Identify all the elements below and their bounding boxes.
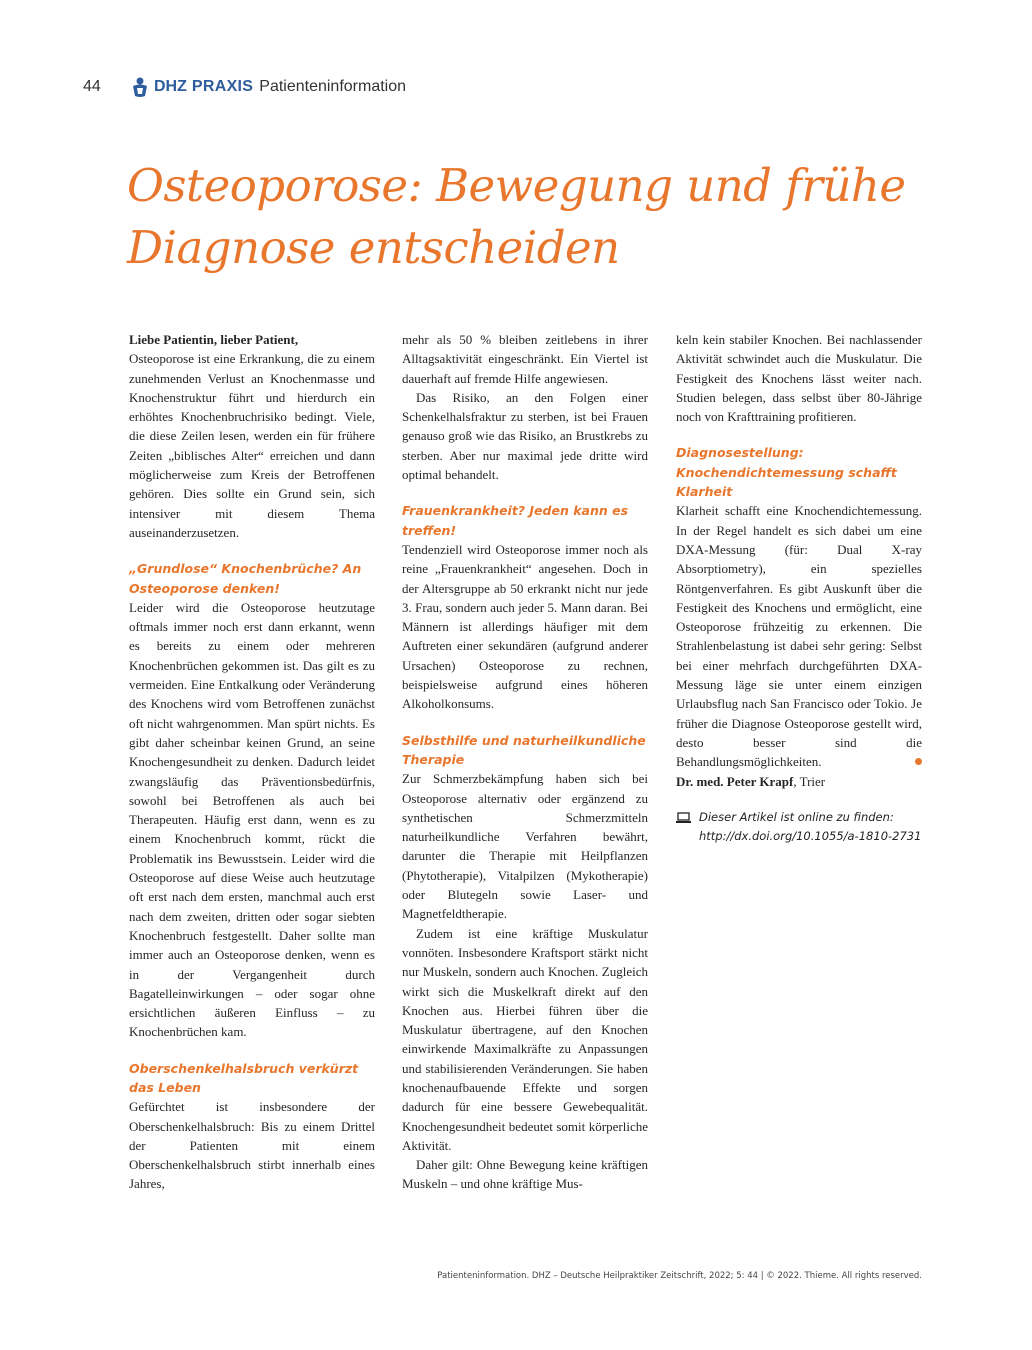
online-text: [699, 808, 921, 846]
page-number: 44: [83, 78, 101, 95]
subheading-diagnosestellung: Diagnosestellung: Knochendichtemessung schafft Klarheit: [676, 445, 897, 500]
section-label: Patienteninformation: [259, 78, 407, 95]
subheading-oberschenkelhalsbruch: Oberschenkelhalsbruch verkürzt das Leben: [129, 1060, 359, 1095]
paragraph-selbsthilfe: Zur Schmerzbekämpfung haben sich bei Osteoporose alternativ oder ergänzend zu synthetischen Schmerzmitteln naturheilkundliche Verfahren bewährt, darunter die Therapie mit Heilpflanzen (Phytotherapie), Vitalpilzen (Mykotherapie) oder Blutegeln sowie Laser- und Magnetfeldtherapie.: [402, 771, 648, 922]
paragraph-bewegung-cont: keln kein stabiler Knochen. Bei nachlassender Aktivität schwindet auch die Muskulatur. Die Festigkeit des Knochens lässt weiter nach. Studien belegen, dass selbst über 80-Jährige noch von Krafttraining profitieren.: [676, 332, 922, 425]
article-title: Osteoporose: Bewegung und frühe Diagnose entscheiden: [127, 159, 906, 274]
paragraph-oberschenkelhalsbruch: Gefürchtet ist insbesondere der Oberschenkelhalsbruch: Bis zu einem Drittel der Patienten mit einem Oberschenkelhalsbruch stirbt innerhalb eines Jahres,: [129, 1099, 375, 1192]
dhz-praxis-logo: [130, 76, 259, 98]
paragraph-bewegung: Daher gilt: Ohne Bewegung keine kräftigen Muskeln – und ohne kräftige Mus-: [402, 1157, 648, 1192]
paragraph-diagnosestellung-text: Klarheit schafft eine Knochendichtemessung. In der Regel handelt es sich dabei um eine DXA-Messung (für: Dual X-ray Absorptiometry), ein spezielles Röntgenverfahren. Es gibt Auskunft über die Festigkeit des Knochens und ermöglicht, eine Osteoporose frühzeitig zu erkennen. Die Strahlenbelastung ist dabei sehr gering: Selbst bei einer mehrfach durchgeführten DXA-Messung läge sie unter einem einzigen Urlaubsflug nach San Francisco oder Tokio. Je früher die Diagnose Osteoporose gestellt wird, desto besser sind die Behandlungsmöglichkeiten.: [676, 503, 922, 770]
paragraph-oberschenkelhalsbruch-cont: mehr als 50 % bleiben zeitlebens in ihrer Alltagsaktivität eingeschränkt. Ein Viertel ist dauerhaft auf fremde Hilfe angewiesen.: [402, 332, 648, 386]
paragraph-risiko: Das Risiko, an den Folgen einer Schenkelhalsfraktur zu sterben, ist bei Frauen genauso groß wie das Risiko, an Brustkrebs zu sterben. Aber nur maximal jede dritte wird optimal behandelt.: [402, 389, 648, 483]
doi-link[interactable]: http://dx.doi.org/10.1055/a-1810-2731: [699, 828, 922, 843]
dhz-logo-icon: [130, 76, 150, 98]
text-column-2: [402, 330, 648, 1194]
subheading-knochenbrueche: „Grundlose“ Knochenbrüche? An Osteoporose denken!: [129, 561, 362, 596]
paragraph-diagnosestellung: [676, 501, 922, 771]
paragraph-muskulatur: Zudem ist eine kräftige Muskulatur vonnöten. Insbesondere Kraftsport stärkt nicht nur Muskeln, sondern auch Knochen. Zugleich wirkt sich die Muskelkraft direkt auf den Knochen aus. Hierbei führen über die Muskulatur übertragene, auf den Knochen einwirkende Maximalkräfte zu Anpassungen und stabilisierenden Veränderungen. Sie haben knochenaufbauende Effekte und sorgen dadurch für eine bessere Gewebequalität. Knochengesundheit bedeutet somit körperliche Aktivität.: [402, 925, 648, 1153]
subheading-frauenkrankheit: Frauenkrankheit? Jeden kann es treffen!: [402, 503, 629, 538]
author-name: Dr. med. Peter Krapf: [676, 773, 794, 789]
intro-paragraph: Osteoporose ist eine Erkrankung, die zu einem zunehmenden Verlust an Knochenmasse und Knochenstruktur führt und hierdurch ein erhöhtes Knochenbruchrisiko bedingt. Viele, die diese Zeilen lesen, werden ein für frühere Zeiten „biblisches Alter“ erreichen und dann möglicherweise zum Kreis der Betroffenen gehören. Dies sollte ein Grund sein, sich intensiver mit diesem Thema auseinanderzusetzen.: [129, 351, 375, 540]
subheading-selbsthilfe: Selbsthilfe und naturheilkundliche Therapie: [402, 732, 646, 767]
author-city: , Trier: [793, 773, 826, 789]
paragraph-frauenkrankheit: Tendenziell wird Osteoporose immer noch als reine „Frauenkrankheit“ angesehen. Doch in der Altersgruppe ab 50 erkrankt nicht nur jede 3. Frau, sondern auch jeder 5. Mann daran. Bei Männern ist allerdings häufiger mit dem Auftreten einer sekundären (aufgrund anderer Ursachen) Osteoporose zu rechnen, beispielsweise aufgrund eines höheren Alkoholkonsums.: [402, 541, 648, 712]
brand-dhz: DHZ: [154, 78, 187, 95]
paragraph-knochenbrueche: Leider wird die Osteoporose heutzutage oftmals immer noch erst dann erkannt, wenn es bereits zu einem oder mehreren Knochenbrüchen gekommen ist. Das gilt es zu vermeiden. Eine Entkalkung oder Veränderung des Knochens wird vom Betroffenen zunächst oft nicht wahrgenommen. Man spürt nichts. Es gibt daher scheinbar keinen Grund, an seine Knochengesundheit zu denken. Dadurch leidet zwangsläufig das Präventionsbedürfnis, sowohl bei Betroffenen als auch bei Therapeuten. Häufig erst dann, wenn es zu einem Knochenbruch kommt, rückt die Problematik ins Bewusstsein. Leider wird die Osteoporose auf diese Weise auch heutzutage oft erst nach dem ersten, manchmal auch erst nach dem zweiten, dritten oder sogar siebten Knochenbruch festgestellt. Daher sollte man immer auch an Osteoporose denken, wenn es in der Vergangenheit durch Bagatelleinwirkungen – oder sogar ohne ersichtlichen äußeren Einfluss – zu Knochenbrüchen kam.: [129, 599, 375, 1040]
text-column-3: [676, 330, 922, 846]
salutation: Liebe Patientin, lieber Patient,: [129, 332, 299, 347]
online-label: Dieser Artikel ist online zu finden:: [699, 809, 894, 824]
author-line: [676, 772, 922, 791]
laptop-icon: [676, 812, 691, 824]
footer-citation: Patienteninformation. DHZ – Deutsche Heilpraktiker Zeitschrift, 2022; 5: 44 | © 2022. Thieme. All rights reserved.: [437, 1271, 922, 1281]
page-header: [83, 74, 406, 100]
end-dot-icon: [915, 758, 922, 765]
brand-praxis: PRAXIS: [191, 78, 254, 95]
online-notice: [676, 808, 922, 846]
text-column-1: [129, 330, 375, 1194]
